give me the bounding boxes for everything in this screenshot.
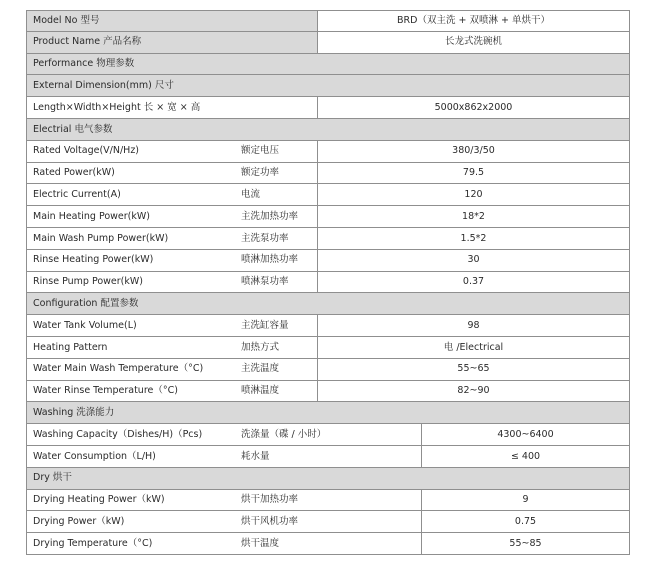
param-label: Main Heating Power(kW) xyxy=(33,210,150,222)
param-label: Rinse Pump Power(kW) xyxy=(33,276,143,288)
dimension-row xyxy=(26,97,630,119)
param-cn: 额定功率 xyxy=(241,167,280,179)
param-cn: 喷淋加热功率 xyxy=(241,254,299,266)
table-row xyxy=(26,315,630,337)
model-label: Model No 型号 xyxy=(33,15,100,27)
param-value: 4300~6400 xyxy=(421,424,629,445)
table-row xyxy=(26,533,630,555)
param-cn: 加热方式 xyxy=(241,341,280,353)
param-cn: 喷淋温度 xyxy=(241,385,280,397)
param-label: Water Main Wash Temperature（°C) xyxy=(33,363,204,375)
param-value: 82~90 xyxy=(317,381,629,402)
table-row xyxy=(26,381,630,403)
external-dimension-heading xyxy=(26,75,630,97)
param-label: Rated Power(kW) xyxy=(33,167,115,179)
param-value: 0.75 xyxy=(421,511,629,532)
table-row xyxy=(26,250,630,272)
configuration-rows xyxy=(26,315,630,402)
table-row xyxy=(26,446,630,468)
product-label: Product Name 产品名称 xyxy=(33,36,142,48)
param-value: 55~85 xyxy=(421,533,629,554)
param-cn: 主洗泵功率 xyxy=(241,232,289,244)
washing-rows xyxy=(26,424,630,468)
param-label: Rated Voltage(V/N/Hz) xyxy=(33,145,140,157)
washing-heading xyxy=(26,402,630,424)
performance-heading xyxy=(26,54,630,76)
param-label: Water Rinse Temperature（°C) xyxy=(33,385,178,397)
param-label: Heating Pattern xyxy=(33,341,108,353)
param-label: Rinse Heating Power(kW) xyxy=(33,254,154,266)
dry-rows xyxy=(26,490,630,555)
section-title: Washing 洗涤能力 xyxy=(33,406,115,418)
param-label: Water Tank Volume(L) xyxy=(33,319,137,331)
param-value: 120 xyxy=(317,184,629,205)
param-label: Washing Capacity（Dishes/H)（Pcs) xyxy=(33,428,203,440)
param-value: 9 xyxy=(421,490,629,511)
section-title: Electrial 电气参数 xyxy=(33,123,113,135)
section-title: Dry 烘干 xyxy=(33,472,72,484)
param-label: Drying Heating Power（kW) xyxy=(33,494,165,506)
spec-table xyxy=(26,10,630,555)
table-row xyxy=(26,490,630,512)
param-cn: 喷淋泵功率 xyxy=(241,276,289,288)
table-row xyxy=(26,359,630,381)
param-label: Drying Power（kW) xyxy=(33,515,125,527)
dry-heading xyxy=(26,468,630,490)
param-label: Electric Current(A) xyxy=(33,189,121,201)
model-row xyxy=(26,10,630,32)
table-row xyxy=(26,511,630,533)
table-row xyxy=(26,206,630,228)
param-cn: 烘干温度 xyxy=(241,537,280,549)
table-row xyxy=(26,272,630,294)
param-value: 30 xyxy=(317,250,629,271)
table-row xyxy=(26,337,630,359)
param-value: ≤ 400 xyxy=(421,446,629,467)
param-value: 55~65 xyxy=(317,359,629,380)
param-label: Main Wash Pump Power(kW) xyxy=(33,232,169,244)
param-cn: 烘干风机功率 xyxy=(241,515,299,527)
param-cn: 主洗温度 xyxy=(241,363,280,375)
table-row xyxy=(26,424,630,446)
table-row xyxy=(26,163,630,185)
param-value: 98 xyxy=(317,315,629,336)
param-value: 电 /Electrical xyxy=(317,337,629,358)
electrical-rows xyxy=(26,141,630,294)
param-cn: 主洗缸容量 xyxy=(241,319,289,331)
table-row xyxy=(26,184,630,206)
param-value: 18*2 xyxy=(317,206,629,227)
configuration-heading xyxy=(26,293,630,315)
param-value: 0.37 xyxy=(317,272,629,293)
param-cn: 烘干加热功率 xyxy=(241,494,299,506)
table-row xyxy=(26,141,630,163)
dimension-label: Length×Width×Height 长 × 宽 × 高 xyxy=(33,101,201,113)
section-title: Configuration 配置参数 xyxy=(33,298,139,309)
param-value: 380/3/50 xyxy=(317,141,629,162)
param-label: Water Consumption（L/H) xyxy=(33,450,156,462)
param-cn: 主洗加热功率 xyxy=(241,210,299,222)
param-value: 79.5 xyxy=(317,163,629,184)
model-value: BRD（双主洗 + 双喷淋 + 单烘干） xyxy=(317,11,629,31)
dimension-value: 5000x862x2000 xyxy=(317,97,629,118)
param-cn: 耗水量 xyxy=(241,450,270,462)
product-row xyxy=(26,32,630,54)
param-cn: 洗涤量（碟 / 小时） xyxy=(241,428,327,440)
param-label: Drying Temperature（°C) xyxy=(33,537,153,549)
table-row xyxy=(26,228,630,250)
section-title: Performance 物理参数 xyxy=(33,58,135,70)
product-value: 长龙式洗碗机 xyxy=(317,32,629,53)
electrical-heading xyxy=(26,119,630,141)
section-title: External Dimension(mm) 尺寸 xyxy=(33,80,174,92)
param-cn: 额定电压 xyxy=(241,145,280,157)
param-cn: 电流 xyxy=(241,189,261,201)
param-value: 1.5*2 xyxy=(317,228,629,249)
